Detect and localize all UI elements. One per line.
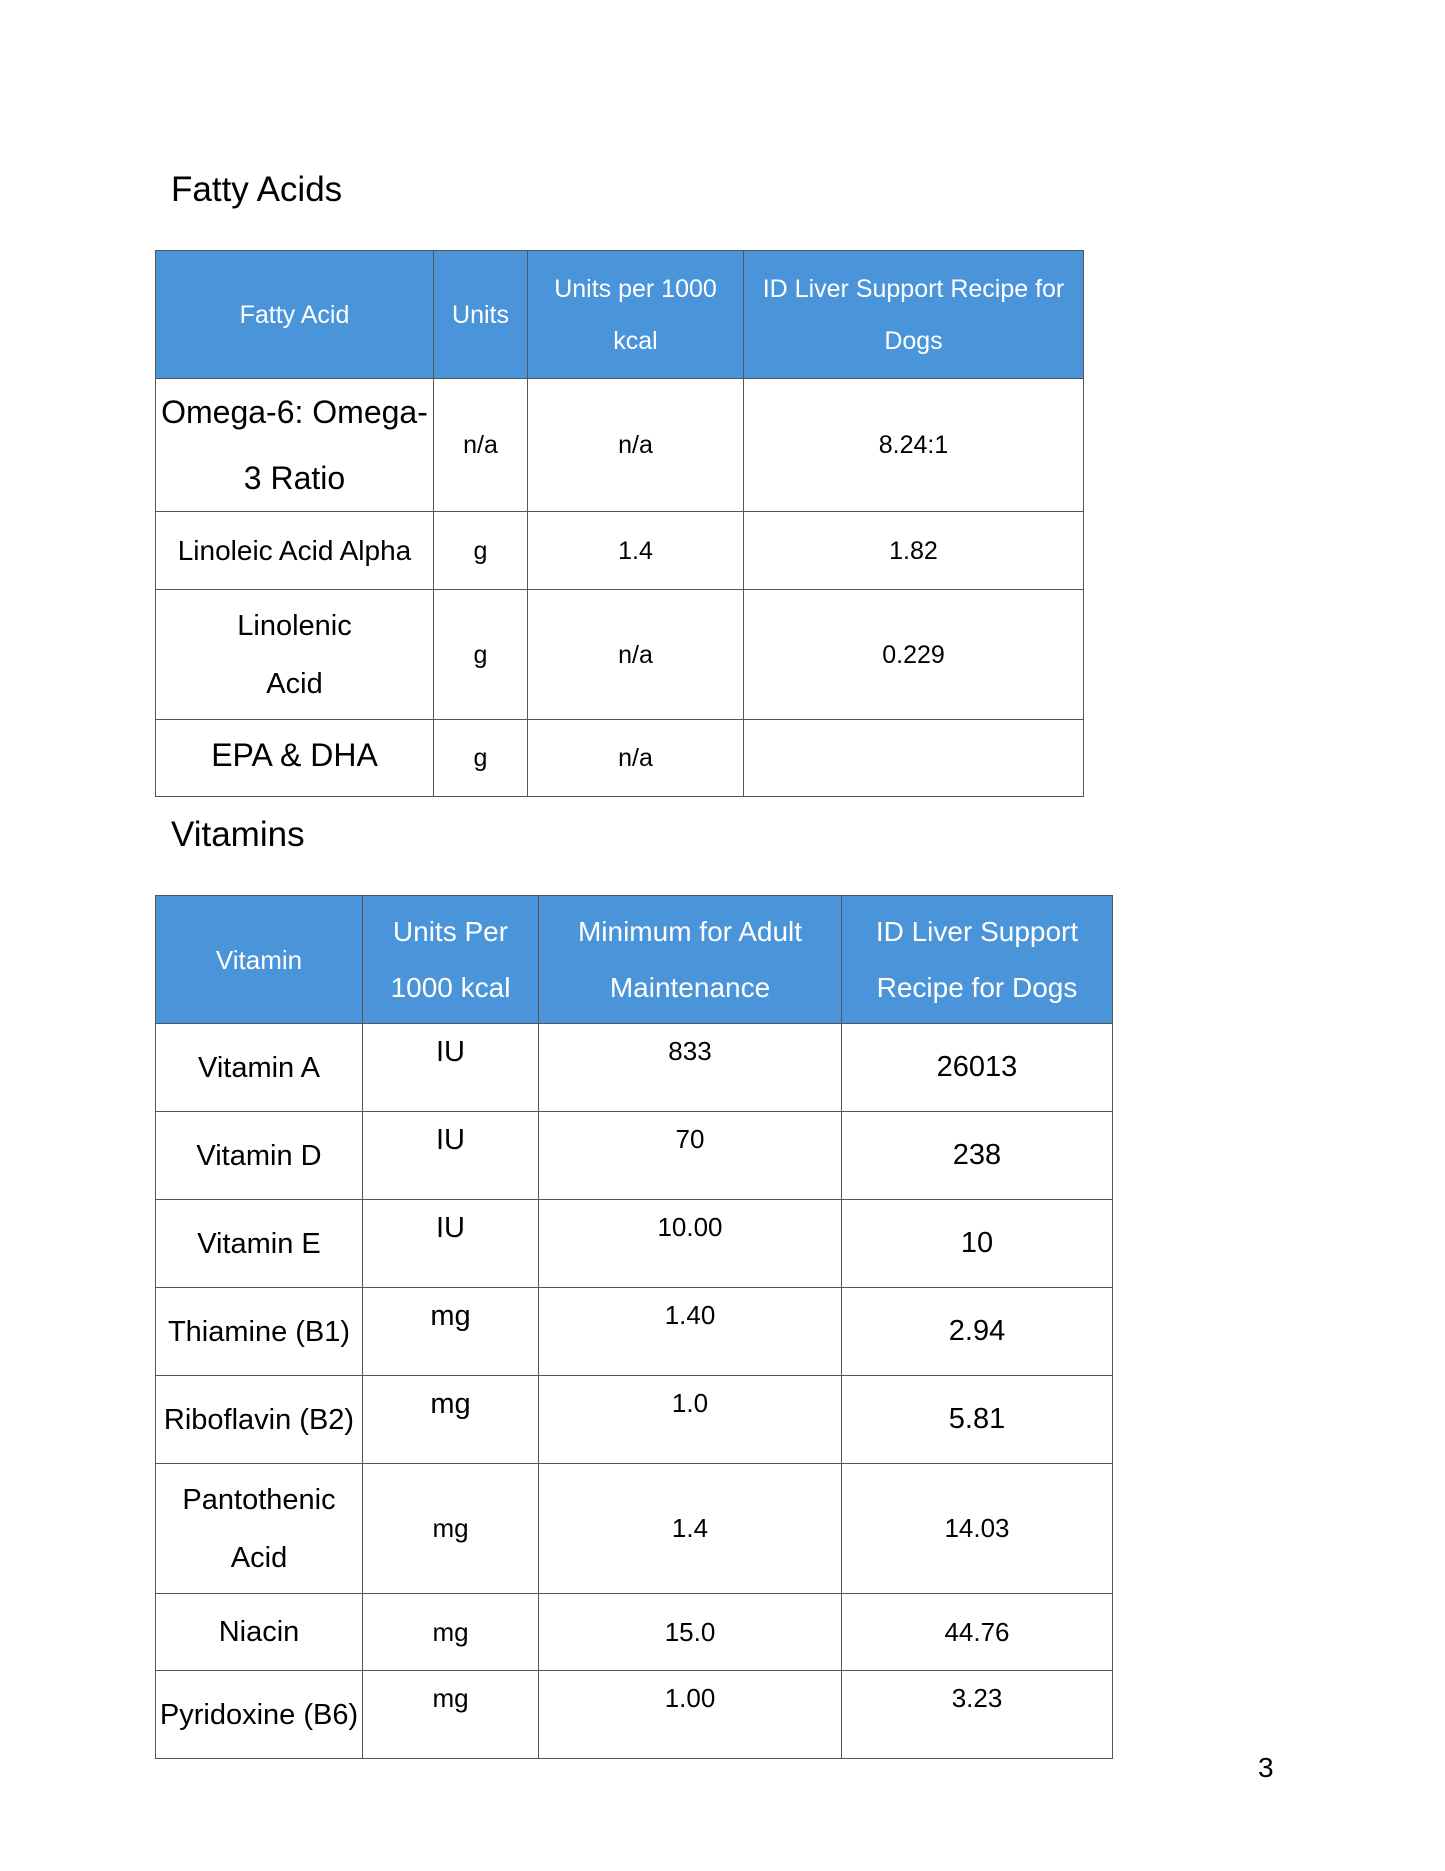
- fatty-acid-name: EPA & DHA: [156, 720, 434, 797]
- column-header: Units: [434, 251, 528, 379]
- units-cell: g: [434, 590, 528, 720]
- vitamin-name: Vitamin E: [156, 1200, 363, 1288]
- vitamin-name: Pantothenic Acid: [156, 1464, 363, 1594]
- table-row: [156, 1594, 1113, 1671]
- per-1000-kcal-cell: n/a: [528, 590, 744, 720]
- table-header-row: [156, 896, 1113, 1024]
- table-row: [156, 1288, 1113, 1376]
- units-cell: n/a: [434, 379, 528, 512]
- minimum-cell: 10.00: [539, 1200, 842, 1288]
- table-row: [156, 720, 1084, 797]
- table-row: [156, 1376, 1113, 1464]
- table-header-row: [156, 251, 1084, 379]
- units-cell: IU: [363, 1112, 539, 1200]
- column-header: Vitamin: [156, 896, 363, 1024]
- column-header: ID Liver Support Recipe for Dogs: [842, 896, 1113, 1024]
- minimum-cell: 15.0: [539, 1594, 842, 1671]
- table-row: [156, 1671, 1113, 1759]
- recipe-value-cell: 44.76: [842, 1594, 1113, 1671]
- vitamin-name: Pyridoxine (B6): [156, 1671, 363, 1759]
- column-header: Units per 1000 kcal: [528, 251, 744, 379]
- units-cell: mg: [363, 1464, 539, 1594]
- vitamin-name: Niacin: [156, 1594, 363, 1671]
- units-cell: IU: [363, 1200, 539, 1288]
- recipe-value-cell: 8.24:1: [744, 379, 1084, 512]
- recipe-value-cell: 26013: [842, 1024, 1113, 1112]
- column-header: ID Liver Support Recipe for Dogs: [744, 251, 1084, 379]
- vitamins-heading: Vitamins: [171, 815, 305, 854]
- column-header: Minimum for Adult Maintenance: [539, 896, 842, 1024]
- fatty-acid-name: Linolenic Acid: [156, 590, 434, 720]
- vitamins-table: [155, 895, 1113, 1759]
- minimum-cell: 1.0: [539, 1376, 842, 1464]
- column-header: Units Per 1000 kcal: [363, 896, 539, 1024]
- units-cell: mg: [363, 1288, 539, 1376]
- units-cell: mg: [363, 1594, 539, 1671]
- table-row: [156, 1200, 1113, 1288]
- vitamin-name: Riboflavin (B2): [156, 1376, 363, 1464]
- minimum-cell: 1.00: [539, 1671, 842, 1759]
- table-row: [156, 1464, 1113, 1594]
- units-cell: g: [434, 720, 528, 797]
- column-header: Fatty Acid: [156, 251, 434, 379]
- fatty-acids-table: [155, 250, 1084, 797]
- page-number: 3: [1258, 1752, 1274, 1783]
- recipe-value-cell: 14.03: [842, 1464, 1113, 1594]
- fatty-acids-heading: Fatty Acids: [171, 170, 343, 209]
- recipe-value-cell: 10: [842, 1200, 1113, 1288]
- recipe-value-cell: [744, 720, 1084, 797]
- recipe-value-cell: 238: [842, 1112, 1113, 1200]
- table-row: [156, 512, 1084, 590]
- fatty-acid-name: Omega-6: Omega-3 Ratio: [156, 379, 434, 512]
- table-row: [156, 1024, 1113, 1112]
- units-cell: IU: [363, 1024, 539, 1112]
- recipe-value-cell: 5.81: [842, 1376, 1113, 1464]
- recipe-value-cell: 3.23: [842, 1671, 1113, 1759]
- recipe-value-cell: 2.94: [842, 1288, 1113, 1376]
- table-row: [156, 1112, 1113, 1200]
- units-cell: g: [434, 512, 528, 590]
- recipe-value-cell: 0.229: [744, 590, 1084, 720]
- minimum-cell: 70: [539, 1112, 842, 1200]
- per-1000-kcal-cell: n/a: [528, 379, 744, 512]
- vitamin-name: Vitamin D: [156, 1112, 363, 1200]
- vitamin-name: Vitamin A: [156, 1024, 363, 1112]
- vitamin-name: Thiamine (B1): [156, 1288, 363, 1376]
- per-1000-kcal-cell: n/a: [528, 720, 744, 797]
- per-1000-kcal-cell: 1.4: [528, 512, 744, 590]
- minimum-cell: 1.40: [539, 1288, 842, 1376]
- minimum-cell: 1.4: [539, 1464, 842, 1594]
- table-row: [156, 590, 1084, 720]
- minimum-cell: 833: [539, 1024, 842, 1112]
- units-cell: mg: [363, 1376, 539, 1464]
- recipe-value-cell: 1.82: [744, 512, 1084, 590]
- units-cell: mg: [363, 1671, 539, 1759]
- fatty-acid-name: Linoleic Acid Alpha: [156, 512, 434, 590]
- table-row: [156, 379, 1084, 512]
